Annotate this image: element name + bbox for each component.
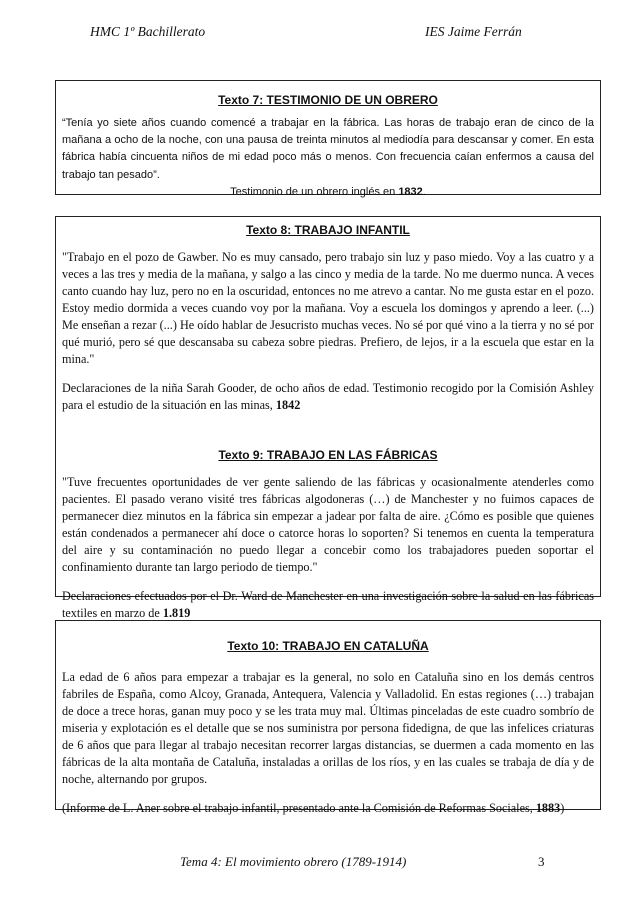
text-7-source-prefix: Testimonio de un obrero inglés en bbox=[230, 185, 399, 198]
text-8-source-prefix: Declaraciones de la niña Sarah Gooder, de ocho años de edad. Testimonio recogido por la Comisión Ashley para el estudio de la situación en las minas, bbox=[62, 381, 594, 412]
text-10-title: Texto 10: TRABAJO EN CATALUÑA bbox=[227, 639, 429, 653]
text-7-title: Texto 7: TESTIMONIO DE UN OBRERO bbox=[218, 93, 438, 107]
header-course: HMC 1º Bachillerato bbox=[90, 24, 206, 39]
text-box-8-9 bbox=[55, 216, 601, 620]
text-8-title: Texto 8: TRABAJO INFANTIL bbox=[246, 223, 410, 237]
text-10-source-prefix: (Informe de L. Aner sobre el trabajo infantil, presentado ante la Comisión de Reformas Sociales, bbox=[62, 801, 536, 815]
text-box-7 bbox=[55, 80, 601, 198]
text-box-10 bbox=[55, 620, 601, 815]
text-9-title: Texto 9: TRABAJO EN LAS FÁBRICAS bbox=[218, 448, 438, 462]
text-7-body: “Tenía yo siete años cuando comencé a trabajar en la fábrica. Las horas de trabajo eran de cinco de la mañana a ocho de la noche, con una pausa de treinta minutos al mediodía para descansar y comer. En esta fábrica había cincuenta niños de mi edad poco más o menos. Con frecuencia caían enfermos a causa del trabajo tan pesado”. bbox=[62, 117, 594, 181]
text-10-source-suffix: ) bbox=[560, 801, 565, 815]
text-9-source-prefix: Declaraciones efectuados por el Dr. Ward de Manchester en una investigación sobre la salud en las fábricas textiles en marzo de bbox=[62, 589, 594, 620]
text-8-source-year: 1842 bbox=[275, 398, 301, 412]
text-7-source-suffix: . bbox=[422, 185, 426, 198]
text-7-source bbox=[62, 184, 594, 201]
text-9-body: "Tuve frecuentes oportunidades de ver gente saliendo de las fábricas y ocasionalmente atenderles como pacientes. El pasado verano visité tres fábricas algodoneras (…) de Manchester y no fuimos capaces de permanecer diez minutos en la fábrica sin empezar a jadear por falta de aire. ¿Cómo es posible que quienes están condenados a permanecer ahí doce o catorce horas lo soporten? Si tenemos en cuenta la temperatura del aire y su contaminación no puedo llegar a concebir como los trabajadores pueden soportar el confinamiento durante tan largo periodo de tiempo." bbox=[62, 475, 594, 574]
footer-topic: Tema 4: El movimiento obrero (1789-1914) bbox=[180, 854, 407, 869]
text-7-source-year: 1832 bbox=[398, 185, 423, 198]
text-10-body: La edad de 6 años para empezar a trabajar es la general, no solo en Cataluña sino en los demás centros fabriles de España, como Alcoy, Granada, Antequera, Valencia y Valladolid. En estas regiones (…) trabajan de doce a trece horas, ganan muy poco y se les trata muy mal. Últimas pinceladas de este cuadro sombrío de miseria y explotación es el detalle que se nos suministra por persona fidedigna, de que las infelices criaturas de 6 años que para llegar al trabajo necesitan recorrer largas distancias, se duermen a cada momento en las fábricas de la alta montaña de Cataluña, instaladas a orillas de los ríos, y en las cuales se trabaja de día y de noche, alternando por grupos. bbox=[62, 670, 594, 786]
text-10-source bbox=[62, 800, 594, 817]
text-10-source-year: 1883 bbox=[535, 801, 561, 815]
page-number: 3 bbox=[538, 854, 545, 869]
header-school: IES Jaime Ferrán bbox=[425, 24, 522, 39]
text-9-source-year: 1.819 bbox=[162, 606, 191, 620]
text-8-source bbox=[62, 380, 594, 414]
text-9-source bbox=[62, 588, 594, 622]
text-8-body: "Trabajo en el pozo de Gawber. No es muy cansado, pero trabajo sin luz y paso miedo. Voy a las cuatro y a veces a las tres y media de la mañana, y salgo a las cinco y media de la tarde. No me duermo nunca. A veces canto cuando hay luz, pero no en la oscuridad, entonces no me atrevo a cantar. No me gusta estar en el pozo. Estoy medio dormida a veces cuando voy por la mañana. Voy a escuela los domingos y aprendo a leer. (...) Me enseñan a rezar (...) He oído hablar de Jesucristo muchas veces. No sé por qué vino a la tierra y no sé por qué murió, pero sé que descansaba su cabeza sobre piedras. Prefiero, de lejos, ir a la escuela que estar en la mina." bbox=[62, 250, 594, 366]
